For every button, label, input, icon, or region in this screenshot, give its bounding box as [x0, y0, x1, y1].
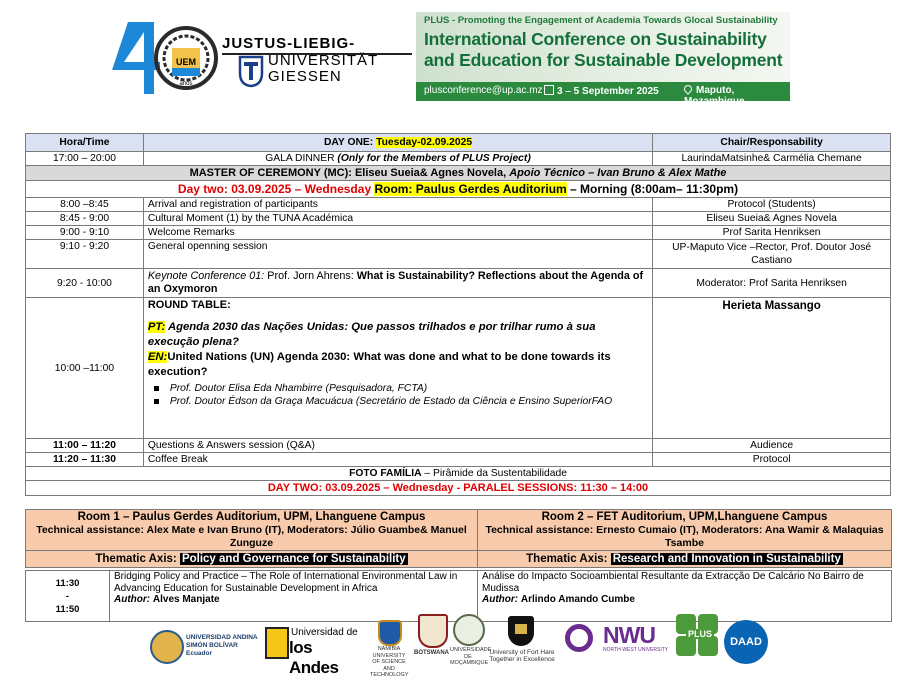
mc-row	[26, 166, 891, 181]
keynote-intro: Keynote Conference 01:	[147, 270, 265, 282]
roundtable-pt-label: PT:	[147, 321, 166, 333]
roundtable-en	[148, 350, 648, 380]
banner-place-text: Maputo, Mozambique	[684, 85, 745, 107]
roundtable-en-text: United Nations (UN) Agenda 2030: What was done and what to be done towards its execution?	[147, 351, 611, 378]
namibia-text: NAMIBIA UNIVERSITY OF SCIENCE AND TECHNOLOGY	[370, 646, 409, 678]
plus-text: PLUS	[688, 629, 713, 639]
andina-emblem-icon	[150, 630, 184, 664]
room1-axis-value: Policy and Governance for Sustainability	[181, 552, 406, 565]
nwu-subtitle: NORTH-WEST UNIVERSITY	[603, 647, 669, 653]
banner-place	[684, 85, 790, 107]
row-chair: Audience	[653, 439, 891, 453]
table-row	[26, 212, 891, 226]
keynote-speaker: Prof. Jorn Ahrens:	[264, 270, 357, 282]
paper2-author-name: Arlindo Amando Cumbe	[520, 594, 635, 605]
paper1-author	[114, 594, 473, 606]
mozambique-uni-logo	[450, 614, 492, 668]
keynote-time: 9:20 - 10:00	[26, 269, 144, 298]
andes-line2: los Andes	[289, 638, 339, 677]
keynote-title: What is Sustainability? Reflections about the Agenda of an Oxymoron	[147, 270, 644, 295]
row-desc: Questions & Answers session (Q&A)	[143, 439, 652, 453]
plus-tile-icon	[676, 636, 696, 656]
anniversary-text: anos	[179, 81, 193, 87]
header-day-highlight: Tuesday-02.09.2025	[376, 137, 473, 148]
banner-dates	[544, 85, 659, 97]
table-header-row	[26, 134, 891, 152]
roundtable-heading: ROUND TABLE:	[147, 299, 231, 311]
row-chair: Eliseu Sueia& Agnes Novela	[653, 212, 891, 226]
room1-axis-label: Thematic Axis:	[95, 552, 180, 565]
andina-text: UNIVERSIDAD ANDINA SIMÓN BOLÍVAR Ecuador	[186, 634, 258, 657]
40-years-logo	[108, 18, 218, 98]
parallel-sessions-table	[25, 509, 892, 568]
row-desc: Cultural Moment (1) by the TUNA Académica	[143, 212, 652, 226]
room2-title: Room 2 – FET Auditorium, UPM,Lhanguene Campus	[541, 511, 828, 523]
table-row	[26, 453, 891, 467]
rooms-row	[26, 510, 892, 551]
plus-logo	[676, 614, 722, 662]
paper2-title: Análise do Impacto Socioambiental Resultante da Extracção De Calcário No Bairro de Mudissa	[482, 571, 864, 594]
roundtable-desc	[143, 298, 652, 439]
mozambique-seal-icon	[453, 614, 485, 646]
mc-prefix: MASTER OF CEREMONY (MC): Eliseu Sueia& Agnes Novela,	[189, 166, 510, 179]
gala-chair: LaurindaMatsinhe& Carmélia Chemane	[653, 152, 891, 166]
calendar-icon	[544, 85, 554, 95]
parallel-title: DAY TWO: 03.09.2025 – Wednesday - PARALEL SESSIONS: 11:30 – 14:00	[26, 481, 891, 496]
banner-info-strip	[416, 82, 790, 107]
botswana-text: BOTSWANA	[414, 650, 449, 656]
banner-title-line2: and Education for Sustainable Development	[424, 50, 783, 70]
session-time-dash: -	[65, 590, 70, 602]
program-table	[25, 133, 891, 496]
foto-row	[26, 467, 891, 481]
row-desc: Arrival and registration of participants	[143, 198, 652, 212]
roundtable-en-label: EN:	[147, 351, 168, 363]
table-row	[26, 240, 891, 269]
list-item: Prof. Doutor Édson da Graça Macuácua (Secretário de Estado da Ciência e Ensino SuperiorFAO	[170, 395, 648, 408]
andina-logo	[150, 628, 258, 666]
andes-emblem-icon	[265, 627, 289, 659]
nwu-emblem-icon	[565, 624, 593, 652]
mc-tech: Apoio Técnico – Ivan Bruno & Alex Mathe	[509, 166, 727, 179]
nwu-logo	[565, 620, 675, 666]
room2-assist: Technical assistance: Ernesto Cumaio (IT), Moderators: Ana Wamir & Malaquias Tsambe	[485, 524, 884, 549]
roundtable-chair: Herieta Massango	[653, 298, 891, 439]
partner-logos	[0, 612, 915, 676]
conference-header	[0, 0, 915, 125]
fort-hare-logo	[486, 616, 556, 668]
botswana-logo	[414, 614, 448, 668]
day-two-row	[26, 181, 891, 198]
row-time: 11:00 – 11:20	[26, 439, 144, 453]
nwu-title: NWU	[603, 622, 655, 648]
row-desc: Coffee Break	[143, 453, 652, 467]
row-time: 8:00 –8:45	[26, 198, 144, 212]
room2-cell	[478, 510, 892, 551]
jlu-emblem-icon	[238, 55, 264, 87]
uni-logo-text: UEM	[176, 57, 196, 67]
fort-hare-text: University of Fort Hare Together in Excellence	[489, 649, 555, 663]
jlu-line2: UNIVERSITÄT	[268, 52, 379, 69]
keynote-desc	[143, 269, 652, 298]
header-day-one	[143, 134, 652, 152]
banner-email[interactable]: plusconference@up.ac.mz	[424, 85, 543, 96]
roundtable-spacer	[148, 312, 648, 320]
room2-axis-value: Research and Innovation in Sustainability	[612, 552, 841, 565]
foto-title: FOTO FAMÍLIA	[349, 468, 422, 479]
keynote-row	[26, 269, 891, 298]
jlu-logo	[222, 35, 417, 95]
paper2-author	[482, 594, 887, 606]
paper1-author-name: Alves Manjate	[152, 594, 220, 605]
botswana-shield-icon	[418, 614, 448, 648]
gala-note: (Only for the Members of PLUS Project)	[337, 153, 531, 164]
gala-time: 17:00 – 20:00	[26, 152, 144, 166]
foto-cell	[26, 467, 891, 481]
room2-axis-label: Thematic Axis:	[526, 552, 611, 565]
axis-row	[26, 551, 892, 568]
banner-dates-text: 3 – 5 September 2025	[557, 86, 659, 97]
banner-tagline: PLUS - Promoting the Engagement of Academia Towards Glocal Sustainability	[424, 15, 778, 26]
jlu-line3: GIESSEN	[268, 68, 342, 85]
row-time: 8:45 - 9:00	[26, 212, 144, 226]
row-chair: Protocol (Students)	[653, 198, 891, 212]
room1-axis	[26, 551, 478, 568]
conference-banner	[416, 12, 790, 107]
gala-row	[26, 152, 891, 166]
mc-cell	[26, 166, 891, 181]
banner-title-line1: International Conference on Sustainability	[424, 29, 767, 49]
room2-axis	[478, 551, 892, 568]
room1-assist: Technical assistance: Alex Mate e Ivan Bruno (IT), Moderators: Júlio Guambe& Manuel Zunguze	[36, 524, 467, 549]
day-two-cell	[26, 181, 891, 198]
row-chair: Protocol	[653, 453, 891, 467]
row-time: 9:10 - 9:20	[26, 240, 144, 269]
roundtable-time: 10:00 –11:00	[26, 298, 144, 439]
list-item: Prof. Doutor Elisa Eda Nhambirre (Pesquisadora, FCTA)	[170, 382, 648, 395]
room1-cell	[26, 510, 478, 551]
plus-tile-icon	[698, 636, 718, 656]
table-row	[26, 198, 891, 212]
row-time: 11:20 – 11:30	[26, 453, 144, 467]
day-two-time: – Morning (8:00am– 11:30pm)	[566, 181, 739, 196]
andes-logo	[265, 624, 360, 677]
namibia-logo	[370, 620, 409, 678]
roundtable-row	[26, 298, 891, 439]
row-desc: General openning session	[143, 240, 652, 269]
day-two-room: Room: Paulus Gerdes Auditorium	[374, 181, 567, 196]
paper1-title: Bridging Policy and Practice – The Role of International Environmental Law in Advancing Education for Sustainable Development in Africa	[114, 571, 458, 594]
day-two-date: Day two: 03.09.2025 – Wednesday	[177, 181, 375, 196]
table-row	[26, 439, 891, 453]
andes-line1: Universidad de	[291, 627, 358, 638]
fort-hare-shield-icon	[508, 616, 534, 646]
namibia-shield-icon	[378, 620, 402, 646]
panelist-list	[148, 382, 648, 408]
row-chair: UP-Maputo Vice –Rector, Prof. Doutor José Castiano	[653, 240, 891, 269]
roundtable-pt-text: Agenda 2030 das Nações Unidas: Que passos trilhados e por trilhar rumo à sua execução plena?	[147, 321, 596, 348]
gala-title: GALA DINNER	[265, 153, 338, 164]
session-time-end: 11:50	[55, 603, 80, 615]
keynote-chair: Moderator: Prof Sarita Henriksen	[653, 269, 891, 298]
row-time: 9:00 - 9:10	[26, 226, 144, 240]
jlu-line1: JUSTUS-LIEBIG-	[222, 35, 356, 52]
daad-logo: DAAD	[724, 620, 768, 664]
room1-title: Room 1 – Paulus Gerdes Auditorium, UPM, Lhanguene Campus	[77, 511, 426, 523]
parallel-row	[26, 481, 891, 496]
mozambique-text: UNIVERSIDADE DE MOÇAMBIQUE	[450, 647, 492, 666]
header-day-prefix: DAY ONE:	[324, 137, 377, 148]
header-chair: Chair/Responsability	[653, 134, 891, 152]
session-time-start: 11:30	[55, 577, 80, 589]
row-chair: Prof Sarita Henriksen	[653, 226, 891, 240]
roundtable-pt	[148, 320, 648, 350]
header-time: Hora/Time	[26, 134, 144, 152]
foto-rest: – Pirâmide da Sustentabilidade	[421, 468, 567, 479]
row-desc: Welcome Remarks	[143, 226, 652, 240]
gala-desc	[143, 152, 652, 166]
paper2-author-label: Author:	[482, 594, 521, 605]
location-pin-icon	[682, 83, 693, 94]
paper1-author-label: Author:	[114, 594, 153, 605]
table-row	[26, 226, 891, 240]
